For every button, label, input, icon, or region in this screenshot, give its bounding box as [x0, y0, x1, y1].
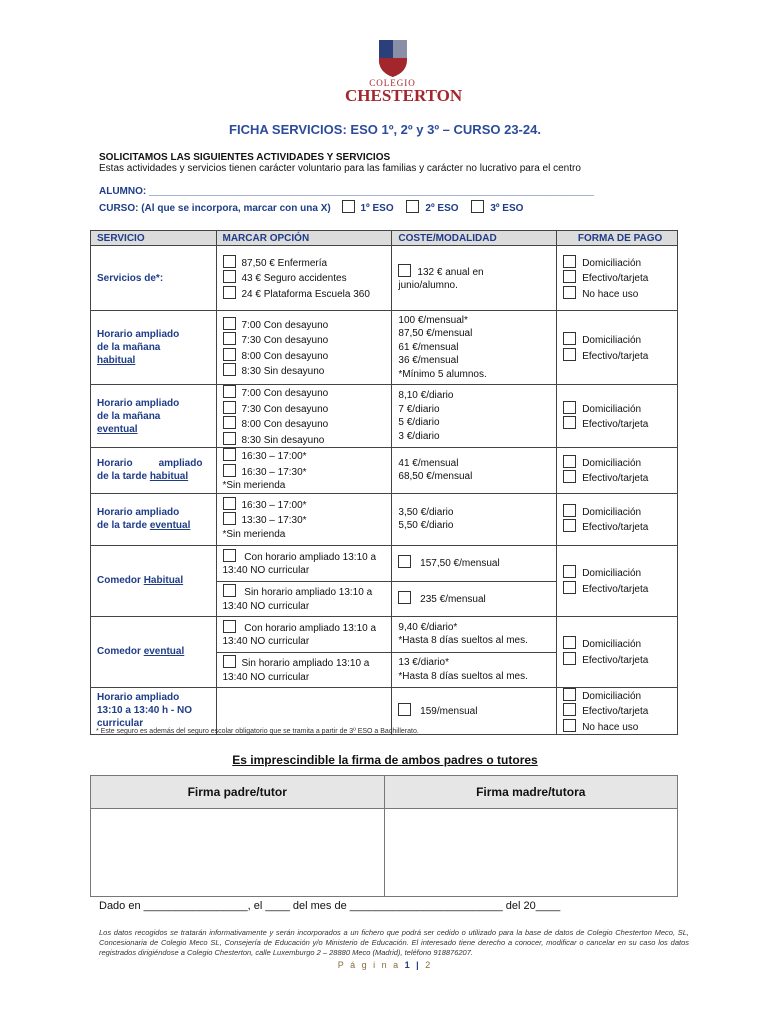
cost-cell: [392, 581, 557, 616]
payment-label: Domiciliación: [582, 403, 642, 415]
cost-label: 235 €/mensual: [420, 593, 486, 605]
service-name: [91, 616, 217, 687]
payment-label: Efectivo/tarjeta: [582, 583, 649, 595]
checkbox[interactable]: [223, 348, 236, 361]
options-cell: [216, 616, 392, 652]
options-cell: [216, 385, 392, 448]
option-label: 16:30 – 17:30*: [241, 466, 307, 478]
checkbox[interactable]: [223, 549, 236, 562]
payment-cell: [557, 246, 678, 311]
page-total: 2: [425, 960, 433, 970]
service-line: Horario ampliado: [97, 692, 180, 704]
service-line: ampliado: [158, 458, 203, 470]
checkbox[interactable]: [223, 497, 236, 510]
checkbox[interactable]: [563, 504, 576, 517]
checkbox[interactable]: [223, 363, 236, 376]
table-row: [91, 493, 678, 545]
payment-cell: [557, 687, 678, 735]
cost-label: 132 € anual en: [417, 266, 484, 278]
service-line: de la tarde: [97, 520, 148, 531]
cost-label: 3 €/diario: [398, 430, 440, 442]
cost-cell: [392, 545, 557, 581]
options-cell: [216, 545, 392, 581]
options-cell: [216, 311, 392, 385]
checkbox[interactable]: [223, 655, 236, 668]
service-line: habitual: [97, 355, 136, 366]
signature-box-mother[interactable]: [384, 809, 678, 897]
cost-label: 68,50 €/mensual: [398, 471, 473, 483]
service-line: de la mañana: [97, 342, 161, 353]
payment-label: No hace uso: [582, 288, 639, 300]
subheading: Estas actividades y servicios tienen carácter voluntario para las familias y carácter no lucrativo para el centro: [99, 163, 581, 174]
service-name: [91, 311, 217, 385]
service-name: [91, 448, 217, 494]
payment-label: Domiciliación: [582, 457, 642, 469]
checkbox[interactable]: [223, 317, 236, 330]
curso-option: 3º ESO: [490, 203, 524, 214]
logo-line2: CHESTERTON: [345, 86, 463, 105]
payment-label: Efectivo/tarjeta: [582, 522, 649, 533]
header-marcar: MARCAR OPCIÓN: [216, 231, 392, 246]
service-line: eventual: [143, 646, 185, 657]
checkbox[interactable]: [223, 401, 236, 414]
checkbox[interactable]: [223, 286, 236, 299]
date-place-line[interactable]: Dado en _________________, el ____ del mes de _________________________ del 20____: [99, 900, 561, 912]
checkbox[interactable]: [223, 416, 236, 429]
checkbox[interactable]: [563, 416, 576, 429]
service-name: Servicios de*:: [91, 246, 217, 311]
option-label: Sin horario ampliado 13:10 a: [244, 587, 373, 598]
checkbox[interactable]: [398, 591, 411, 604]
options-cell: [216, 581, 392, 616]
checkbox[interactable]: [563, 581, 576, 594]
checkbox[interactable]: [223, 620, 236, 633]
payment-label: Domiciliación: [582, 639, 642, 650]
cost-label: 61 €/mensual: [398, 341, 459, 353]
checkbox[interactable]: [563, 401, 576, 414]
checkbox[interactable]: [563, 286, 576, 299]
service-line: Horario ampliado: [97, 507, 180, 518]
option-label: 7:00 Con desayuno: [241, 319, 329, 331]
option-label: 8:30 Sin desayuno: [241, 366, 325, 377]
note-label: *Sin merienda: [222, 528, 286, 540]
option-label: 16:30 – 17:00*: [241, 499, 307, 511]
option-label: 8:00 Con desayuno: [241, 419, 329, 430]
curso-row: [99, 200, 523, 214]
service-line: Habitual: [143, 575, 184, 586]
option-label: 7:30 Con desayuno: [241, 403, 329, 415]
checkbox[interactable]: [223, 270, 236, 283]
payment-cell: [557, 616, 678, 687]
table-row: [91, 246, 678, 311]
cost-label: 159/mensual: [420, 706, 478, 717]
cost-label: 41 €/mensual: [398, 457, 459, 469]
curso-option: 2º ESO: [425, 203, 459, 214]
payment-cell: [557, 448, 678, 494]
payment-label: Efectivo/tarjeta: [582, 654, 649, 666]
header-pago: FORMA DE PAGO: [557, 231, 678, 246]
page-current: 1: [404, 960, 412, 970]
option-label: 8:30 Sin desayuno: [241, 434, 325, 446]
alumno-field[interactable]: ALUMNO: ________________________________________________________________________________: [99, 186, 594, 197]
table-row: [91, 385, 678, 448]
cost-label: 36 €/mensual: [398, 355, 459, 367]
cost-cell: [392, 493, 557, 545]
option-label: Con horario ampliado 13:10 a: [244, 551, 377, 563]
checkbox[interactable]: [563, 455, 576, 468]
payment-cell: [557, 493, 678, 545]
checkbox[interactable]: [563, 255, 576, 268]
service-line: Horario ampliado: [97, 397, 180, 409]
checkbox[interactable]: [223, 464, 236, 477]
option-label: 13:40 NO curricular: [222, 565, 310, 576]
heading: SOLICITAMOS LAS SIGUIENTES ACTIVIDADES Y SERVICIOS: [99, 152, 391, 163]
page-label: P á g i n a: [337, 960, 401, 970]
checkbox[interactable]: [563, 348, 576, 361]
payment-cell: [557, 385, 678, 448]
signature-header-father: Firma padre/tutor: [91, 776, 385, 809]
cost-label: 5,50 €/diario: [398, 520, 454, 531]
cost-label: 9,40 €/diario*: [398, 621, 458, 633]
cost-cell: [392, 616, 557, 652]
options-cell: [216, 652, 392, 687]
service-line: Horario: [97, 458, 133, 470]
cost-label: 5 €/diario: [398, 417, 440, 428]
checkbox[interactable]: [223, 385, 236, 398]
services-table: [90, 230, 678, 735]
checkbox[interactable]: [398, 703, 411, 716]
cost-label: *Hasta 8 días sueltos al mes.: [398, 635, 528, 646]
service-line: eventual: [97, 423, 138, 435]
checkbox[interactable]: [563, 332, 576, 345]
checkbox[interactable]: [563, 688, 576, 701]
checkbox[interactable]: [563, 719, 576, 732]
service-line: Horario ampliado: [97, 329, 180, 340]
signature-box-father[interactable]: [91, 809, 385, 897]
option-label: 87,50 € Enfermería: [241, 257, 328, 269]
checkbox[interactable]: [563, 636, 576, 649]
checkbox[interactable]: [563, 565, 576, 578]
cost-label: *Hasta 8 días sueltos al mes.: [398, 670, 528, 682]
service-line: curricular: [97, 718, 144, 730]
cost-cell: [392, 448, 557, 494]
page-separator: |: [416, 960, 421, 970]
cost-cell: [392, 385, 557, 448]
checkbox[interactable]: [398, 555, 411, 568]
checkbox[interactable]: [223, 584, 236, 597]
cost-label: *Mínimo 5 alumnos.: [398, 368, 487, 380]
option-label: 7:00 Con desayuno: [241, 388, 329, 399]
payment-label: Domiciliación: [582, 335, 642, 346]
payment-cell: [557, 311, 678, 385]
option-label: 13:30 – 17:30*: [241, 515, 307, 527]
header-servicio: SERVICIO: [91, 231, 217, 246]
payment-label: Efectivo/tarjeta: [582, 473, 649, 485]
payment-label: Domiciliación: [582, 690, 642, 702]
payment-label: Domiciliación: [582, 506, 642, 518]
cost-label: 13 €/diario*: [398, 657, 449, 668]
table-row: [91, 311, 678, 385]
cost-label: 100 €/mensual*: [398, 314, 468, 326]
signature-requirement: Es imprescindible la firma de ambos padres o tutores: [232, 753, 538, 767]
service-line: habitual: [149, 471, 189, 483]
cost-label: 8,10 €/diario: [398, 390, 454, 401]
logo-line1: COLEGIO: [369, 78, 416, 88]
checkbox[interactable]: [563, 703, 576, 716]
legal-notice: Los datos recogidos se tratarán informativamente y serán incorporados a un fichero que podrá ser cedido o utilizado para la base de datos de Colegio Chesterton Meco, SL, Concesionaria de Colegio Meco SL, Consejería de Educación y/o Ministerio de Educación. El interesado tiene derecho a conocer, modificar o cancelar en su caso los datos registrados dirigiéndose a Colegio Chesterton, calle Luxemburgo 2 – 28880 Meco (Madrid), teléfono 918876207.: [99, 928, 689, 957]
service-line: Comedor: [97, 575, 141, 586]
option-label: 7:30 Con desayuno: [241, 335, 329, 346]
cost-label: 157,50 €/mensual: [420, 558, 500, 570]
service-line: 13:10 a 13:40 h - NO: [97, 705, 193, 717]
option-label: 16:30 – 17:00*: [241, 451, 307, 462]
checkbox[interactable]: [563, 270, 576, 283]
option-label: 13:40 NO curricular: [222, 636, 310, 647]
payment-label: No hace uso: [582, 721, 639, 733]
cost-cell: [392, 246, 557, 311]
cost-cell: [392, 311, 557, 385]
service-name: [91, 545, 217, 616]
cost-label: 3,50 €/diario: [398, 506, 454, 518]
checkbox[interactable]: [398, 264, 411, 277]
checkbox[interactable]: [223, 332, 236, 345]
option-label: 13:40 NO curricular: [222, 671, 310, 683]
checkbox[interactable]: [223, 255, 236, 268]
payment-cell: [557, 545, 678, 616]
footnote: * Este seguro es además del seguro escolar obligatorio que se tramita a partir de 3º ESO a Bachillerato.: [96, 728, 419, 735]
payment-label: Efectivo/tarjeta: [582, 419, 649, 430]
school-logo: [345, 38, 463, 108]
service-name: [91, 493, 217, 545]
cost-cell: [392, 652, 557, 687]
curso-option: 1º ESO: [360, 203, 394, 214]
service-line: de la mañana: [97, 410, 161, 422]
signature-table: [90, 775, 678, 897]
option-label: 24 € Plataforma Escuela 360: [241, 288, 370, 300]
header-coste: COSTE/MODALIDAD: [392, 231, 557, 246]
cost-label: junio/alumno.: [398, 280, 458, 291]
checkbox[interactable]: [563, 519, 576, 532]
checkbox[interactable]: [223, 448, 236, 461]
options-cell: [216, 246, 392, 311]
payment-label: Domiciliación: [582, 568, 642, 579]
checkbox[interactable]: [471, 200, 484, 213]
signature-header-mother: Firma madre/tutora: [384, 776, 678, 809]
payment-label: Efectivo/tarjeta: [582, 706, 649, 717]
checkbox[interactable]: [406, 200, 419, 213]
table-row: [91, 448, 678, 494]
table-row: [91, 616, 678, 652]
payment-label: Efectivo/tarjeta: [582, 273, 649, 285]
checkbox[interactable]: [342, 200, 355, 213]
checkbox[interactable]: [563, 470, 576, 483]
service-line: Comedor: [97, 646, 141, 657]
crest-icon: [377, 38, 409, 78]
service-name: [91, 385, 217, 448]
table-row: [91, 545, 678, 581]
service-line: de la tarde: [97, 471, 148, 483]
checkbox[interactable]: [223, 432, 236, 445]
checkbox[interactable]: [223, 512, 236, 525]
option-label: Con horario ampliado 13:10 a: [244, 622, 377, 634]
payment-label: Efectivo/tarjeta: [582, 350, 649, 362]
page-number: [0, 960, 770, 970]
option-label: Sin horario ampliado 13:10 a: [241, 658, 370, 669]
options-cell: [216, 448, 392, 494]
option-label: 8:00 Con desayuno: [241, 350, 329, 362]
note-label: *Sin merienda: [222, 480, 286, 491]
curso-label: CURSO: (Al que se incorpora, marcar con una X): [99, 203, 331, 214]
option-label: 43 € Seguro accidentes: [241, 273, 347, 285]
service-line: eventual: [149, 520, 191, 531]
cost-label: 87,50 €/mensual: [398, 328, 473, 340]
checkbox[interactable]: [563, 652, 576, 665]
payment-label: Domiciliación: [582, 257, 642, 269]
option-label: 13:40 NO curricular: [222, 600, 310, 612]
cost-label: 7 €/diario: [398, 403, 440, 415]
page-title: FICHA SERVICIOS: ESO 1º, 2º y 3º – CURSO 23-24.: [229, 122, 541, 137]
options-cell: [216, 493, 392, 545]
